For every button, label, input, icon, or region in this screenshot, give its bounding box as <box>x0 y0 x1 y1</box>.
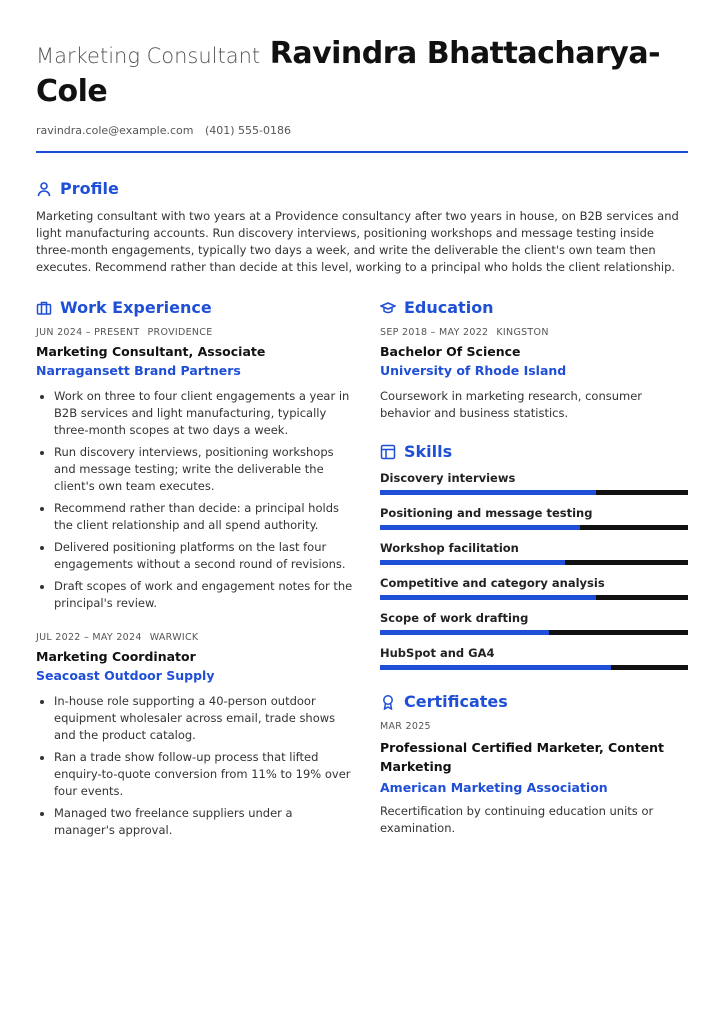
role-title: Marketing Consultant <box>36 44 261 68</box>
skill-item <box>380 541 688 565</box>
skill-level-fill <box>380 490 596 495</box>
award-icon <box>380 694 396 710</box>
work-title: Work Experience <box>60 298 212 317</box>
skill-bar <box>380 560 688 565</box>
certificate-entry <box>380 721 688 837</box>
skill-label: HubSpot and GA4 <box>380 646 495 660</box>
phone-number: (401) 555-0186 <box>204 124 292 137</box>
education-location: KINGSTON <box>496 327 549 338</box>
skills-list <box>380 471 688 670</box>
job-bullet: • Draft scopes of work and engagement notes for the principal's review. <box>54 578 354 612</box>
skill-bar <box>380 665 688 670</box>
graduation-cap-icon <box>380 300 396 316</box>
work-heading <box>36 298 354 317</box>
skills-heading <box>380 442 688 461</box>
skill-level-fill <box>380 665 611 670</box>
skill-label: Positioning and message testing <box>380 506 593 520</box>
school-name: University of Rhode Island <box>380 363 567 378</box>
job-bullets <box>36 693 354 839</box>
header-divider <box>36 151 688 153</box>
skill-item <box>380 576 688 600</box>
job-title: Marketing Coordinator <box>36 649 196 664</box>
profile-title: Profile <box>60 179 119 198</box>
skill-level-fill <box>380 560 565 565</box>
job-bullet: • In-house role supporting a 40-person outdoor equipment wholesaler across email, trade shows and the product catalog. <box>54 693 354 744</box>
candidate-name: Ravindra Bhattacharya-Cole <box>36 36 661 109</box>
skill-label: Discovery interviews <box>380 471 516 485</box>
two-column-body <box>36 298 688 859</box>
job-bullet: • Run discovery interviews, positioning workshops and message testing; write the deliverable the client's own team executes. <box>54 444 354 495</box>
education-dates: SEP 2018 – MAY 2022 <box>380 327 489 338</box>
job-bullet: • Work on three to four client engagements a year in B2B services and light manufacturing, typically three-month scopes at two days a week. <box>54 388 354 439</box>
job-meta <box>36 632 354 643</box>
job-bullet: • Recommend rather than decide: a principal holds the client relationship and all spend authority. <box>54 500 354 534</box>
person-icon <box>36 181 52 197</box>
skill-bar <box>380 525 688 530</box>
certificate-name: Professional Certified Marketer, Content Marketing <box>380 740 665 774</box>
company-name: Narragansett Brand Partners <box>36 363 241 378</box>
job-location: PROVIDENCE <box>147 327 213 338</box>
job-title: Marketing Consultant, Associate <box>36 344 266 359</box>
layout-icon <box>380 444 396 460</box>
certificate-description: Recertification by continuing education units or examination. <box>380 804 654 835</box>
job-dates: JUN 2024 – PRESENT <box>36 327 140 338</box>
skills-title: Skills <box>404 442 453 461</box>
degree-name: Bachelor Of Science <box>380 344 521 359</box>
certificate-issuer: American Marketing Association <box>380 780 608 795</box>
right-column <box>380 298 688 859</box>
job-bullet: • Managed two freelance suppliers under a manager's approval. <box>54 805 354 839</box>
profile-heading <box>36 179 688 198</box>
skill-label: Scope of work drafting <box>380 611 529 625</box>
contact-line <box>36 124 688 137</box>
job-meta <box>36 327 354 338</box>
job-location: WARWICK <box>149 632 199 643</box>
certificate-date: MAR 2025 <box>380 721 431 732</box>
profile-text: Marketing consultant with two years at a Providence consultancy after two years in house, on B2B services and light manufacturing accounts. Run discovery interviews, positioning workshops and message testing inside three-month engagements, typically two days a week, and write the deliverable the client's own team then executes. Recommend rather than decide at this level, working to a principal who holds the client relationship. <box>36 209 679 274</box>
job-bullet: • Delivered positioning platforms on the last four engagements without a second round of revisions. <box>54 539 354 573</box>
skill-level-fill <box>380 630 549 635</box>
skill-label: Workshop facilitation <box>380 541 519 555</box>
skill-item <box>380 646 688 670</box>
skill-item <box>380 471 688 495</box>
job-dates: JUL 2022 – MAY 2024 <box>36 632 142 643</box>
profile-section <box>36 179 688 276</box>
briefcase-icon <box>36 300 52 316</box>
job-bullet: • Ran a trade show follow-up process that lifted enquiry-to-quote conversion from 11% to 19% over four events. <box>54 749 354 800</box>
left-column <box>36 298 354 859</box>
education-title: Education <box>404 298 494 317</box>
skill-item <box>380 506 688 530</box>
education-description: Coursework in marketing research, consumer behavior and business statistics. <box>380 389 643 420</box>
certificates-heading <box>380 692 688 711</box>
company-name: Seacoast Outdoor Supply <box>36 668 215 683</box>
education-heading <box>380 298 688 317</box>
skill-bar <box>380 595 688 600</box>
skill-level-fill <box>380 595 596 600</box>
skill-bar <box>380 630 688 635</box>
education-meta <box>380 327 688 338</box>
skill-level-fill <box>380 525 580 530</box>
skill-label: Competitive and category analysis <box>380 576 605 590</box>
certificates-title: Certificates <box>404 692 508 711</box>
job-entry <box>36 327 354 612</box>
email-link[interactable]: ravindra.cole@example.com <box>36 124 194 137</box>
job-entry <box>36 632 354 839</box>
education-entry <box>380 327 688 422</box>
job-bullets <box>36 388 354 612</box>
resume-header <box>36 36 688 110</box>
skill-bar <box>380 490 688 495</box>
skill-item <box>380 611 688 635</box>
